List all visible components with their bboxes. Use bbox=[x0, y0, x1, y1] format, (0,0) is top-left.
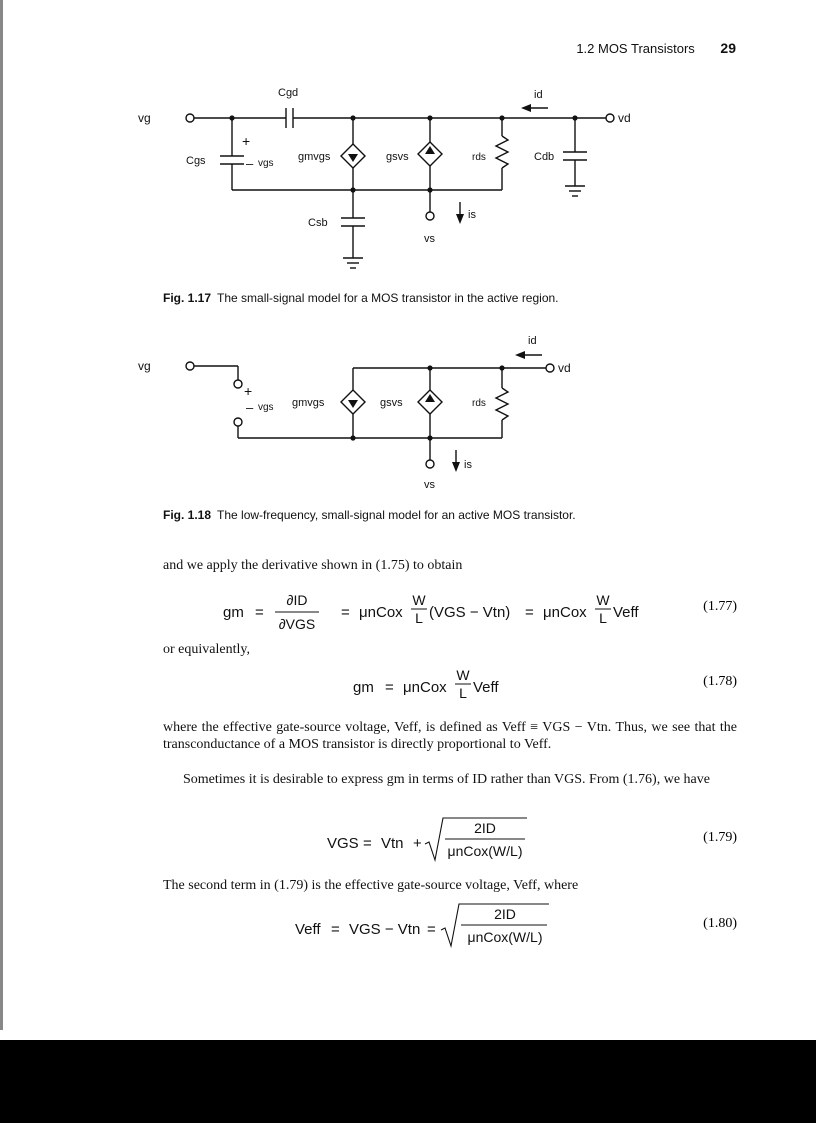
rds-resistor bbox=[496, 136, 508, 168]
figure-1-18-circuit bbox=[138, 330, 630, 500]
vgs-label: vgs bbox=[258, 402, 274, 413]
gm-vgs-label: gmvgs bbox=[292, 397, 325, 409]
eq-lhs: VGS bbox=[327, 835, 359, 852]
running-header bbox=[576, 40, 736, 56]
eq-denominator: μnCox(W/L) bbox=[447, 843, 523, 859]
eq-l: L bbox=[599, 610, 607, 626]
equation-number: (1.77) bbox=[703, 599, 737, 614]
rds-label: rds bbox=[472, 398, 486, 409]
paragraph-3: where the effective gate-source voltage, Veff, is defined as Veff ≡ VGS − Vtn. Thus, we see that the transconductance of a MOS transistor is directly proportional to Veff. bbox=[163, 720, 737, 752]
equation-1-78 bbox=[163, 662, 737, 712]
eq-vtn: Vtn bbox=[381, 835, 404, 852]
eq-denominator: μnCox(W/L) bbox=[467, 929, 543, 945]
figure-1-17-circuit bbox=[138, 80, 631, 280]
caption-number: Fig. 1.18 bbox=[163, 508, 212, 522]
caption-text: The low-frequency, small-signal model for an active MOS transistor. bbox=[217, 508, 576, 522]
eq-equals: = bbox=[427, 921, 436, 938]
eq-numerator: ∂ID bbox=[286, 592, 308, 608]
paragraph-1: and we apply the derivative shown in (1.75) to obtain bbox=[163, 558, 463, 573]
eq-numerator: 2ID bbox=[474, 820, 496, 836]
equation-1-80-body bbox=[163, 898, 667, 950]
vs-label: vs bbox=[424, 233, 435, 245]
cgd-label: Cgd bbox=[278, 87, 299, 99]
equation-1-80 bbox=[163, 898, 737, 948]
eq-w: W bbox=[412, 592, 426, 608]
is-label: is bbox=[464, 459, 472, 471]
eq-w: W bbox=[596, 592, 610, 608]
vg-terminal-node bbox=[186, 362, 194, 370]
equation-number: (1.80) bbox=[703, 916, 737, 931]
eq-w: W bbox=[456, 667, 470, 683]
vgs-minus-sign: – bbox=[246, 400, 254, 415]
eq-plus: + bbox=[413, 835, 422, 852]
gs-vs-label: gsvs bbox=[380, 397, 403, 409]
vd-terminal-node bbox=[606, 114, 614, 122]
eq-equals: = bbox=[363, 835, 372, 852]
figure-1-18-caption bbox=[163, 508, 593, 523]
vg-terminal-node bbox=[186, 114, 194, 122]
vgs-plus-sign: + bbox=[242, 133, 251, 149]
eq-equals: = bbox=[385, 679, 394, 696]
scan-black-band bbox=[0, 1040, 816, 1123]
equation-1-79-body bbox=[163, 812, 667, 864]
page-number: 29 bbox=[720, 40, 736, 56]
vs-terminal-node bbox=[426, 212, 434, 220]
paragraph-2: or equivalently, bbox=[163, 642, 250, 657]
vs-terminal-node bbox=[426, 460, 434, 468]
equation-1-78-body bbox=[163, 662, 667, 712]
equation-1-77 bbox=[163, 585, 737, 635]
eq-lhs: gm bbox=[223, 604, 244, 621]
eq-paren: (VGS − Vtn) bbox=[429, 604, 511, 621]
rds-resistor bbox=[496, 388, 508, 420]
vgs-plus-node bbox=[234, 380, 242, 388]
id-label: id bbox=[528, 335, 537, 347]
eq-denominator: ∂VGS bbox=[278, 616, 316, 632]
eq-equals: = bbox=[331, 921, 340, 938]
cdb-label: Cdb bbox=[534, 151, 555, 163]
gs-vs-label: gsvs bbox=[386, 151, 409, 163]
gm-vgs-label: gmvgs bbox=[298, 151, 331, 163]
paragraph-4: Sometimes it is desirable to express gm in terms of ID rather than VGS. From (1.76), we have bbox=[183, 772, 710, 787]
caption-number: Fig. 1.17 bbox=[163, 291, 212, 305]
cgs-label: Cgs bbox=[186, 155, 206, 167]
caption-text: The small-signal model for a MOS transistor in the active region. bbox=[217, 291, 559, 305]
eq-equals: = bbox=[525, 604, 534, 621]
eq-vgs-minus-vtn: VGS − Vtn bbox=[349, 921, 421, 938]
figure-1-17-caption bbox=[163, 291, 593, 306]
eq-equals: = bbox=[255, 604, 264, 621]
is-label: is bbox=[468, 209, 476, 221]
eq-l: L bbox=[415, 610, 423, 626]
equation-number: (1.79) bbox=[703, 830, 737, 845]
vd-terminal-node bbox=[546, 364, 554, 372]
eq-l: L bbox=[459, 685, 467, 701]
rds-label: rds bbox=[472, 152, 486, 163]
eq-lhs: Veff bbox=[295, 921, 321, 938]
eq-veff: Veff bbox=[613, 604, 639, 621]
eq-equals: = bbox=[341, 604, 350, 621]
vgs-minus-node bbox=[234, 418, 242, 426]
page-binding-edge bbox=[0, 0, 3, 1030]
vg-label: vg bbox=[138, 111, 151, 125]
equation-1-79 bbox=[163, 812, 737, 862]
paragraph-5: The second term in (1.79) is the effective gate-source voltage, Veff, where bbox=[163, 878, 579, 893]
vgs-plus-sign: + bbox=[244, 383, 253, 399]
equation-number: (1.78) bbox=[703, 674, 737, 689]
section-title: 1.2 MOS Transistors bbox=[576, 41, 695, 56]
vd-label: vd bbox=[558, 361, 571, 375]
eq-veff: Veff bbox=[473, 679, 499, 696]
eq-numerator: 2ID bbox=[494, 906, 516, 922]
vgs-label: vgs bbox=[258, 158, 274, 169]
eq-lhs: gm bbox=[353, 679, 374, 696]
vs-label: vs bbox=[424, 479, 435, 491]
eq-mobility-cox: μnCox bbox=[543, 604, 587, 621]
vg-label: vg bbox=[138, 359, 151, 373]
id-label: id bbox=[534, 89, 543, 101]
equation-1-77-body bbox=[163, 585, 667, 635]
vgs-minus-sign: – bbox=[246, 156, 254, 171]
vd-label: vd bbox=[618, 111, 631, 125]
eq-mobility-cox: μnCox bbox=[403, 679, 447, 696]
csb-label: Csb bbox=[308, 217, 328, 229]
eq-mobility-cox: μnCox bbox=[359, 604, 403, 621]
